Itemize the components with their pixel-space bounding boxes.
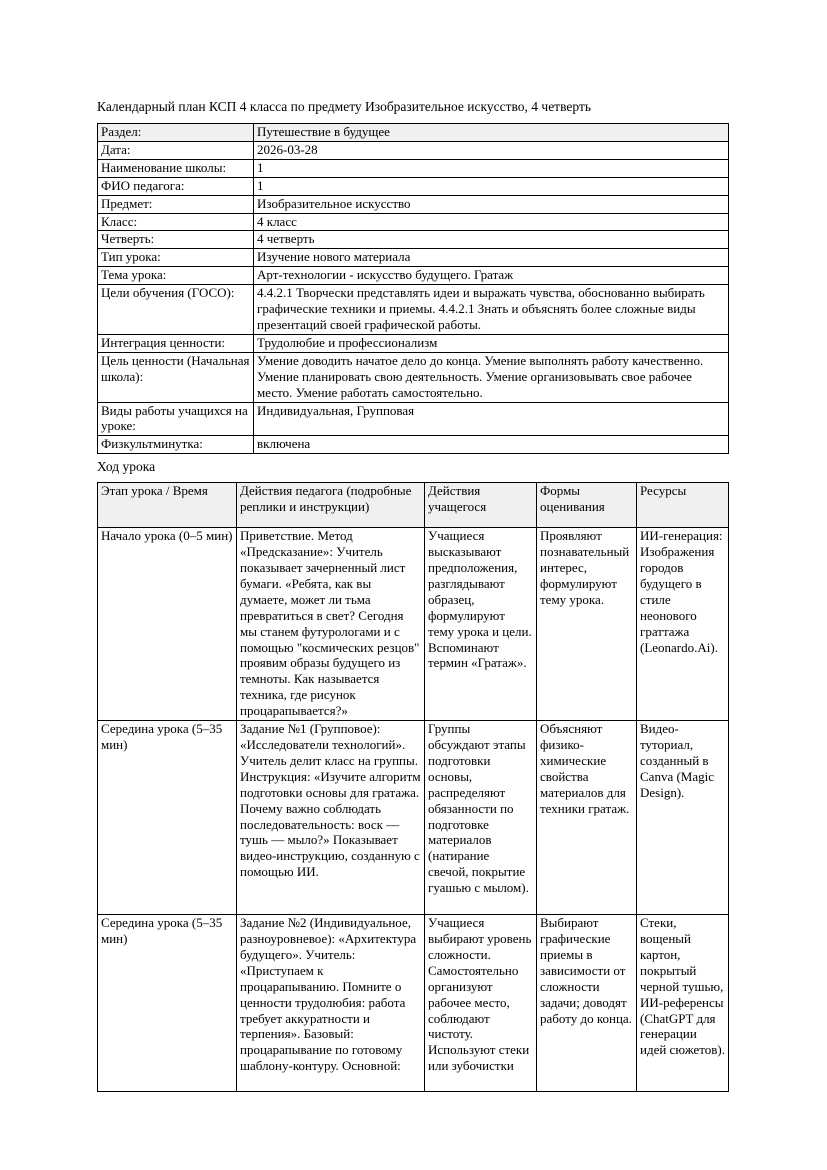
lesson-flow-table	[97, 482, 729, 1092]
column-header-resources: Ресурсы	[637, 483, 729, 528]
info-row-subject	[98, 195, 729, 213]
info-row-lesson-theme	[98, 267, 729, 285]
info-label: Наименование школы:	[98, 159, 254, 177]
info-label: Раздел:	[98, 124, 254, 142]
cell-assessment: Проявляют познавательный интерес, формулируют тему урока.	[537, 528, 637, 721]
cell-student-actions: Учащиеся выбирают уровень сложности. Самостоятельно организуют рабочее место, соблюдают чистоту. Используют стеки или зубочистки	[425, 915, 537, 1092]
cell-stage: Середина урока (5–35 мин)	[98, 721, 237, 915]
cell-assessment: Объясняют физико-химические свойства материалов для техники гратаж.	[537, 721, 637, 915]
info-row-work-types	[98, 402, 729, 436]
cell-resources: Стеки, вощеный картон, покрытый черной тушью, ИИ-референсы (ChatGPT для генерации идей сюжетов).	[637, 915, 729, 1092]
column-header-stage: Этап урока / Время	[98, 483, 237, 528]
column-header-teacher-actions: Действия педагога (подробные реплики и инструкции)	[237, 483, 425, 528]
cell-stage: Середина урока (5–35 мин)	[98, 915, 237, 1092]
info-value: 1	[254, 159, 729, 177]
cell-resources: ИИ-генерация: Изображения городов будущего в стиле неонового граттажа (Leonardo.Ai).	[637, 528, 729, 721]
info-value: Изобразительное искусство	[254, 195, 729, 213]
info-value: 2026-03-28	[254, 141, 729, 159]
info-row-goals	[98, 285, 729, 335]
column-header-student-actions: Действия учащегося	[425, 483, 537, 528]
cell-teacher-actions: Приветствие. Метод «Предсказание»: Учитель показывает зачерненный лист бумаги. «Ребята, как вы думаете, может ли тьма превратиться в свет? Сегодня мы станем футурологами и с помощью "космических резцов" проявим образы будущего из темноты. Как называется техника, где рисунок процарапывается?»	[237, 528, 425, 721]
info-row-physminute	[98, 436, 729, 454]
section-heading: Ход урока	[97, 459, 156, 475]
info-label: Четверть:	[98, 231, 254, 249]
info-row-teacher-name	[98, 177, 729, 195]
info-row-values-integration	[98, 334, 729, 352]
info-label: Цель ценности (Начальная школа):	[98, 352, 254, 402]
info-label: ФИО педагога:	[98, 177, 254, 195]
info-label: Дата:	[98, 141, 254, 159]
cell-student-actions: Группы обсуждают этапы подготовки основы, распределяют обязанности по подготовке материалов (натирание свечой, покрытие гуашью с мылом).	[425, 721, 537, 915]
info-value: Умение доводить начатое дело до конца. Умение выполнять работу качественно. Умение планировать свою деятельность. Умение организовывать свое рабочее место. Умение работать самостоятельно.	[254, 352, 729, 402]
info-value: 4 четверть	[254, 231, 729, 249]
info-row-lesson-type	[98, 249, 729, 267]
info-label: Тема урока:	[98, 267, 254, 285]
lesson-table-header-row	[98, 483, 729, 528]
column-header-assessment: Формы оценивания	[537, 483, 637, 528]
cell-stage: Начало урока (0–5 мин)	[98, 528, 237, 721]
lesson-row-middle-task1	[98, 721, 729, 915]
info-value: Арт-технологии - искусство будущего. Гратаж	[254, 267, 729, 285]
info-row-class	[98, 213, 729, 231]
cell-teacher-actions: Задание №2 (Индивидуальное, разноуровневое): «Архитектура будущего». Учитель: «Приступаем к процарапыванию. Помните о ценности трудолюбия: работа требует аккуратности и терпения». Базовый: процарапывание по готовому шаблону-контуру. Основной:	[237, 915, 425, 1092]
info-label: Физкультминутка:	[98, 436, 254, 454]
info-label: Тип урока:	[98, 249, 254, 267]
info-label: Интеграция ценности:	[98, 334, 254, 352]
info-row-data	[98, 141, 729, 159]
lesson-row-middle-task2	[98, 915, 729, 1092]
info-label: Виды работы учащихся на уроке:	[98, 402, 254, 436]
info-row-razdel	[98, 124, 729, 142]
info-value: 4 класс	[254, 213, 729, 231]
cell-assessment: Выбирают графические приемы в зависимости от сложности задачи; доводят работу до конца.	[537, 915, 637, 1092]
info-value: Изучение нового материала	[254, 249, 729, 267]
info-label: Цели обучения (ГОСО):	[98, 285, 254, 335]
cell-resources: Видео-туториал, созданный в Canva (Magic Design).	[637, 721, 729, 915]
info-value: 4.4.2.1 Творчески представлять идеи и выражать чувства, обоснованно выбирать графические техники и приемы. 4.4.2.1 Знать и объяснять более сложные виды презентаций своей графической работы.	[254, 285, 729, 335]
info-label: Класс:	[98, 213, 254, 231]
info-row-quarter	[98, 231, 729, 249]
document-title: Календарный план КСП 4 класса по предмету Изобразительное искусство, 4 четверть	[97, 99, 591, 114]
lesson-info-table	[97, 123, 729, 454]
info-row-value-goal	[98, 352, 729, 402]
info-value: Путешествие в будущее	[254, 124, 729, 142]
cell-teacher-actions: Задание №1 (Групповое): «Исследователи технологий». Учитель делит класс на группы. Инструкция: «Изучите алгоритм подготовки основы для гратажа. Почему важно соблюдать последовательность: воск — тушь — мыло?» Показывает видео-инструкцию, созданную с помощью ИИ.	[237, 721, 425, 915]
info-value: включена	[254, 436, 729, 454]
cell-student-actions: Учащиеся высказывают предположения, разглядывают образец, формулируют тему урока и цели. Вспоминают термин «Гратаж».	[425, 528, 537, 721]
info-row-school	[98, 159, 729, 177]
info-value: Индивидуальная, Групповая	[254, 402, 729, 436]
info-label: Предмет:	[98, 195, 254, 213]
info-value: 1	[254, 177, 729, 195]
lesson-row-start	[98, 528, 729, 721]
info-value: Трудолюбие и профессионализм	[254, 334, 729, 352]
